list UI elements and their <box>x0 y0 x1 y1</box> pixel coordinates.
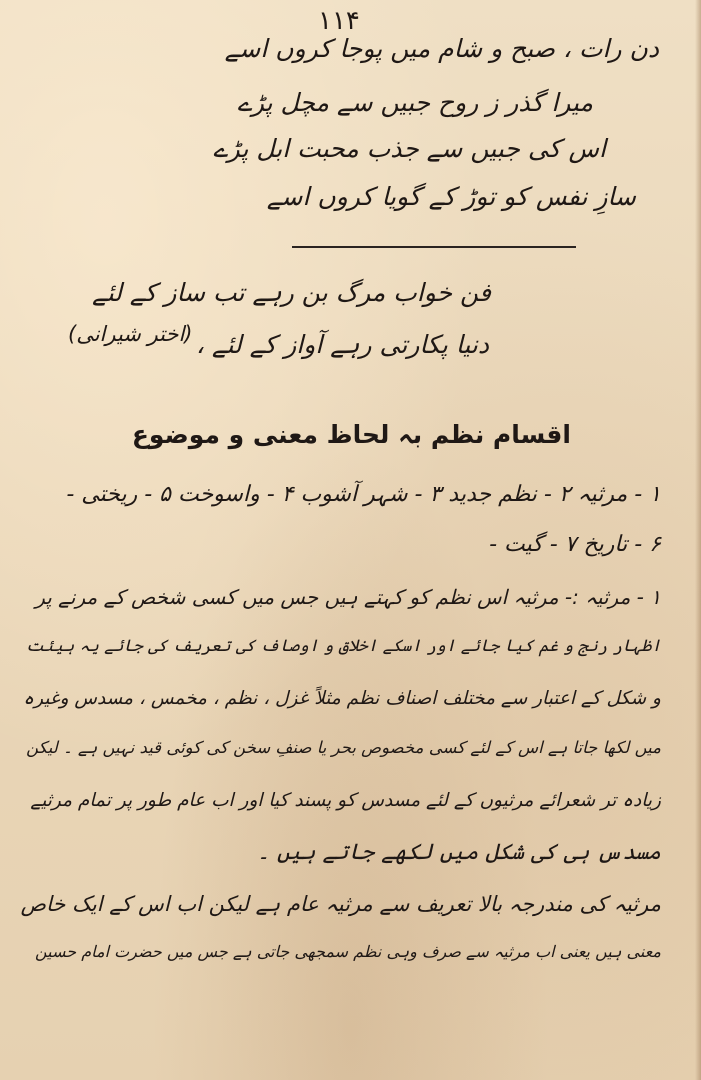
section-heading: اقسام نظم بہ لحاظ معنی و موضوع <box>131 420 571 449</box>
paragraph-line: معنی ہیں یعنی اب مرثیہ سے صرف وہی نظم سمجھی جاتی ہے جس میں حضرت امام حسین <box>34 942 661 961</box>
poem-line: فن خواب مرگ بن رہے تب ساز کے لئے <box>92 278 491 307</box>
page-number: ۱۱۴ <box>318 6 360 36</box>
paragraph-line: مرثیہ کی مندرجہ بالا تعریف سے مرثیہ عام ہے لیکن اب اس کے ایک خاص <box>20 892 661 916</box>
poem-attribution: (اختر شیرانی) <box>68 322 193 346</box>
paragraph-line: مسدس ہی کی شکل میں لکھے جاتے ہیں ۔ <box>257 840 661 865</box>
paragraph-line: اظہار رنج و غم کیا جائے اور اسکے اخلاق و اوصاف کی تعریف کی جائے یہ ہیئت <box>26 636 661 655</box>
types-list-line: ۱ - مرثیہ ۲ - نظم جدید ۳ - شہر آشوب ۴ - واسوخت ۵ - ریختی - <box>66 482 661 507</box>
paragraph-line: زیادہ تر شعرائے مرثیوں کے لئے مسدس کو پسند کیا اور اب عام طور پر تمام مرثیے <box>30 790 661 811</box>
poem-line: میرا گذر ز روح جبیں سے مچل پڑے <box>237 88 593 117</box>
section-divider <box>292 246 576 248</box>
paragraph-line: میں لکھا جاتا ہے اس کے لئے کسی مخصوص بحر یا صنفِ سخن کی کوئی قید نہیں ہے ۔ لیکن <box>26 738 661 757</box>
poem-line: سازِ نفس کو توڑ کے گویا کروں اسے <box>266 182 636 211</box>
poem-line: دن رات ، صبح و شام میں پوجا کروں اسے <box>224 34 659 63</box>
paragraph-line: و شکل کے اعتبار سے مختلف اصناف نظم مثلاً غزل ، نظم ، مخمس ، مسدس وغیرہ <box>23 688 661 709</box>
page-edge-shadow <box>695 0 701 1080</box>
poem-line: اس کی جبیں سے جذب محبت ابل پڑے <box>213 134 606 163</box>
types-list-line: ۶ - تاریخ ۷ - گیت - <box>489 532 661 557</box>
paragraph-line: ۱ - مرثیہ :- مرثیہ اس نظم کو کہتے ہیں جس میں کسی شخص کے مرنے پر <box>35 585 661 609</box>
poem-line: دنیا پکارتی رہے آواز کے لئے ، <box>195 330 489 359</box>
